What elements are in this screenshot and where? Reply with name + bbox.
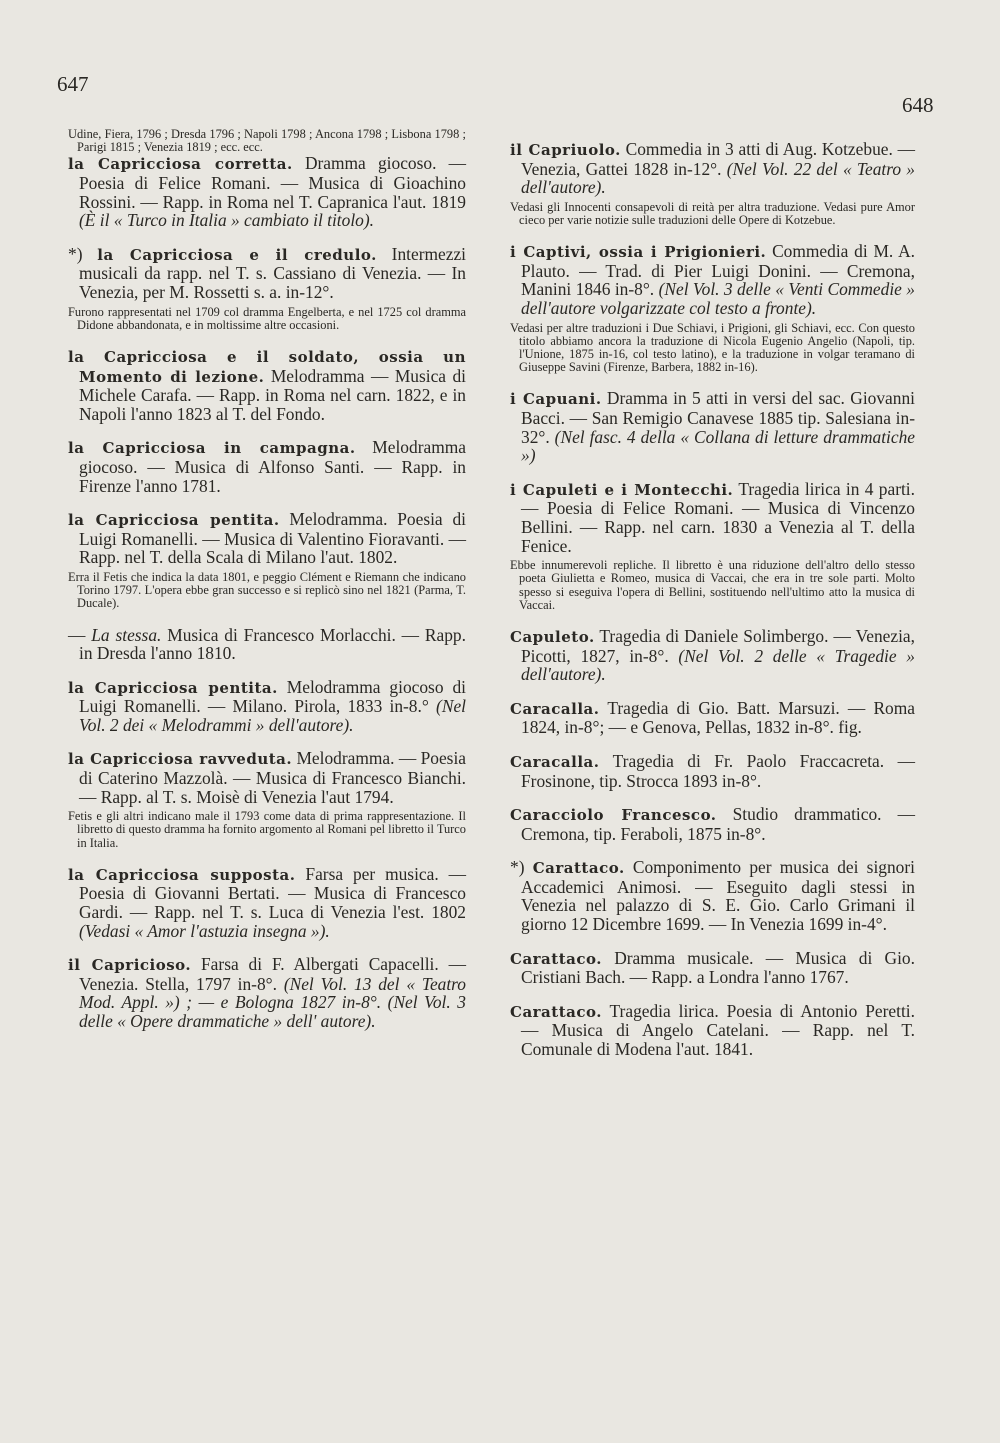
page-number-left: 647 — [57, 72, 89, 96]
catalog-entry — [68, 865, 466, 940]
entry-headword: il Capricioso. — [68, 956, 192, 975]
catalog-entry — [68, 510, 466, 610]
entry-italic: (Nel fasc. 4 della « Collana di letture drammatiche ») — [521, 426, 915, 466]
note: Vedasi gli Innocenti consapevoli di reità per altra traduzione. Vedasi pure Amor cieco per varie notizie sulle traduzioni delle Opere di Kotzebue. — [510, 199, 915, 227]
catalog-entry — [68, 154, 466, 229]
catalog-entry — [510, 480, 915, 612]
entry-text: Melodramma giocoso. — Musica di Alfonso Santi. — Rapp. in Firenze l'anno 1781. — [79, 437, 466, 496]
page-number-right: 648 — [902, 93, 934, 117]
entry-marker: *) — [68, 243, 98, 264]
note: Ebbe innumerevoli repliche. Il libretto è una riduzione dell'altro dello stesso poeta Giulietta e Romeo, musica di Vaccai, che era in tre sole parti. Molto spesso si eseguiva l'opera di Bellini, sostituendo nell'ultimo atto la musica di Vaccai. — [510, 558, 915, 612]
entry-text: Melodramma giocoso di Luigi Romanelli. — Milano. Pirola, 1833 in-8.° — [79, 676, 466, 717]
entry-headword: Caracalla. — [510, 699, 600, 718]
entry-text: Intermezzi musicali da rapp. nel T. s. Cassiano di Venezia. — In Venezia, per M. Rossetti s. a. in-12°. — [79, 243, 466, 302]
entry-text: Melodramma. Poesia di Luigi Romanelli. — Musica di Valentino Fioravanti. — Rapp. nel T. della Scala di Milano l'aut. 1802. — [79, 509, 466, 568]
entry-text: Studio drammatico. — Cremona, tip. Feraboli, 1875 in-8°. — [521, 804, 915, 844]
entry-headword: Capuleto. — [510, 627, 595, 646]
entry-headword: la Capricciosa supposta. — [68, 865, 296, 884]
entry-text: Tragedia lirica in 4 parti. — Poesia di Felice Romani. — Musica di Vincenzo Bellini. — Rapp. nel carn. 1830 a Venezia al T. della Fenice. — [521, 478, 915, 556]
note: Furono rappresentati nel 1709 col dramma Engelberta, e nel 1725 col dramma Didone abbandonata, e in moltissime altre occasioni. — [68, 304, 466, 332]
catalog-entry — [68, 245, 466, 332]
entry-text: Commedia di M. A. Plauto. — Trad. di Pier Luigi Donini. — Cremona, Manini 1846 in-8°. — [521, 241, 915, 300]
entry-headword: la Capricciosa e il credulo. — [97, 245, 377, 264]
entry-headword: Carattaco. — [510, 949, 602, 968]
catalog-entry — [510, 699, 915, 737]
entry-italic: (Nel Vol. 2 dei « Melodrammi » dell'autore). — [79, 696, 466, 735]
entry-text: Dramma giocoso. — Poesia di Felice Romani. — Musica di Gioachino Rossini. — Rapp. in Roma nel T. Capranica l'aut. 1819 — [79, 153, 467, 212]
note: Udine, Fiera, 1796 ; Dresda 1796 ; Napoli 1798 ; Ancona 1798 ; Lisbona 1798 ; Parigi 1815 ; Venezia 1819 ; ecc. ecc. — [68, 127, 466, 155]
entry-headword: La stessa. — [91, 624, 162, 645]
catalog-entry — [68, 438, 466, 495]
entry-headword: la Capricciosa pentita. — [68, 511, 280, 530]
entry-italic: (Nel Vol. 3 delle « Venti Commedie » dell'autore volgarizzate col testo a fronte). — [521, 279, 915, 318]
entry-text: Tragedia di Gio. Batt. Marsuzi. — Roma 1824, in-8°; — e Genova, Pellas, 1832 in-8°. fig. — [521, 697, 915, 738]
catalog-entry — [510, 858, 915, 933]
entry-text: Dramma in 5 atti in versi del sac. Giovanni Bacci. — San Remigio Canavese 1885 tip. Salesiana in-32°. — [521, 388, 915, 447]
entry-headword: Caracciolo Francesco. — [510, 806, 717, 825]
catalog-entry — [510, 627, 915, 684]
entry-text: Farsa per musica. — Poesia di Giovanni Bertati. — Musica di Francesco Gardi. — Rapp. nel T. s. Luca di Venezia l'est. 1802 — [79, 863, 466, 923]
entry-text: Musica di Francesco Morlacchi. — Rapp. in Dresda l'anno 1810. — [79, 624, 466, 664]
entry-text: Tragedia di Daniele Solimbergo. — Venezia, Picotti, 1827, in-8°. — [521, 625, 915, 666]
entry-italic: (Vedasi « Amor l'astuzia insegna »). — [79, 920, 330, 941]
catalog-entry — [68, 749, 466, 849]
entry-text: Tragedia lirica. Poesia di Antonio Peretti. — Musica di Angelo Catelani. — Rapp. nel T. Comunale di Modena l'aut. 1841. — [521, 1000, 915, 1060]
entry-text: Melodramma. — Poesia di Caterino Mazzolà. — Musica di Francesco Bianchi. — Rapp. al T. s. Moisè di Venezia l'aut 1794. — [79, 748, 466, 807]
entry-headword: Carattaco. — [510, 1002, 602, 1021]
catalog-entry — [68, 626, 466, 663]
entry-text: Melodramma — Musica di Michele Carafa. — Rapp. in Roma nel carn. 1822, e in Napoli l'anno 1823 al T. del Fondo. — [79, 365, 466, 424]
note: Erra il Fetis che indica la data 1801, e peggio Clément e Riemann che indicano Torino 1797. L'opera ebbe gran successo e si replicò sino nel 1821 (Parma, T. Ducale). — [68, 569, 466, 611]
entry-text: Tragedia di Fr. Paolo Fraccacreta. — Frosinone, tip. Strocca 1893 in-8°. — [521, 750, 915, 791]
catalog-entry — [510, 1002, 915, 1059]
catalog-entry — [510, 140, 915, 227]
entry-text: Dramma musicale. — Musica di Gio. Cristiani Bach. — Rapp. a Londra l'anno 1767. — [521, 947, 915, 988]
catalog-entry — [68, 955, 466, 1030]
note: Fetis e gli altri indicano male il 1793 come data di prima rappresentazione. Il libretto di questo dramma ha fornito argomento al Romani pel libretto il Turco in Italia. — [68, 809, 466, 850]
catalog-entry — [510, 949, 915, 987]
entry-italic: (È il « Turco in Italia » cambiato il titolo). — [79, 210, 374, 231]
entry-headword: la Capricciosa e il soldato, ossia un Momento di lezione. — [68, 347, 466, 386]
entry-headword: la Capricciosa corretta. — [68, 155, 293, 174]
catalog-entry — [510, 805, 915, 843]
entry-marker: — — [68, 624, 92, 645]
catalog-entry — [68, 347, 466, 423]
entry-headword: la Capricciosa in campagna. — [68, 439, 356, 458]
entry-italic: (Nel Vol. 22 del « Teatro » dell'autore). — [521, 158, 915, 198]
entry-headword: la Capricciosa ravveduta. — [68, 750, 293, 769]
left-column — [68, 128, 466, 1046]
entry-headword: i Capuani. — [510, 390, 602, 409]
entry-italic: (Nel Vol. 13 del « Teatro Mod. Appl. ») ; — e Bologna 1827 in-8°. (Nel Vol. 3 delle « Opere drammatiche » dell' autore). — [79, 973, 467, 1032]
catalog-entry — [510, 242, 915, 374]
entry-headword: i Captivi, ossia i Prigionieri. — [510, 243, 767, 262]
entry-headword: Carattaco. — [532, 859, 625, 878]
right-column — [510, 140, 915, 1074]
entry-headword: i Capuleti e i Montecchi. — [510, 480, 734, 499]
entry-headword: Caracalla. — [510, 752, 600, 771]
entry-italic: (Nel Vol. 2 delle « Tragedie » dell'autore). — [521, 645, 915, 685]
catalog-entry — [510, 389, 915, 464]
note: Vedasi per altre traduzioni i Due Schiavi, i Prigioni, gli Schiavi, ecc. Con questo titolo abbiamo ancora la traduzione di Nicola Eugenio Angelio (Napoli, tip. l'Unione, 1875 in-16, col testo latino), e la traduzione in volgar teramano di Giuseppe Savini (Firenze, Barbera, 1882 in-16). — [510, 320, 915, 375]
entry-text: Commedia in 3 atti di Aug. Kotzebue. — Venezia, Gattei 1828 in-12°. — [521, 139, 915, 179]
entry-headword: la Capricciosa pentita. — [68, 678, 278, 697]
entry-headword: il Capriuolo. — [510, 141, 621, 159]
entry-text: Componimento per musica dei signori Accademici Animosi. — Eseguito dagli stessi in Venezia nel palazzo di S. E. Gio. Carlo Grimani il giorno 12 Dicembre 1699. — In Venezia 1699 in-4°. — [521, 857, 915, 935]
entry-text: Farsa di F. Albergati Capacelli. — Venezia. Stella, 1797 in-8°. — [79, 954, 466, 994]
catalog-entry — [510, 752, 915, 790]
entry-marker: *) — [510, 857, 533, 878]
catalog-entry — [68, 678, 466, 735]
